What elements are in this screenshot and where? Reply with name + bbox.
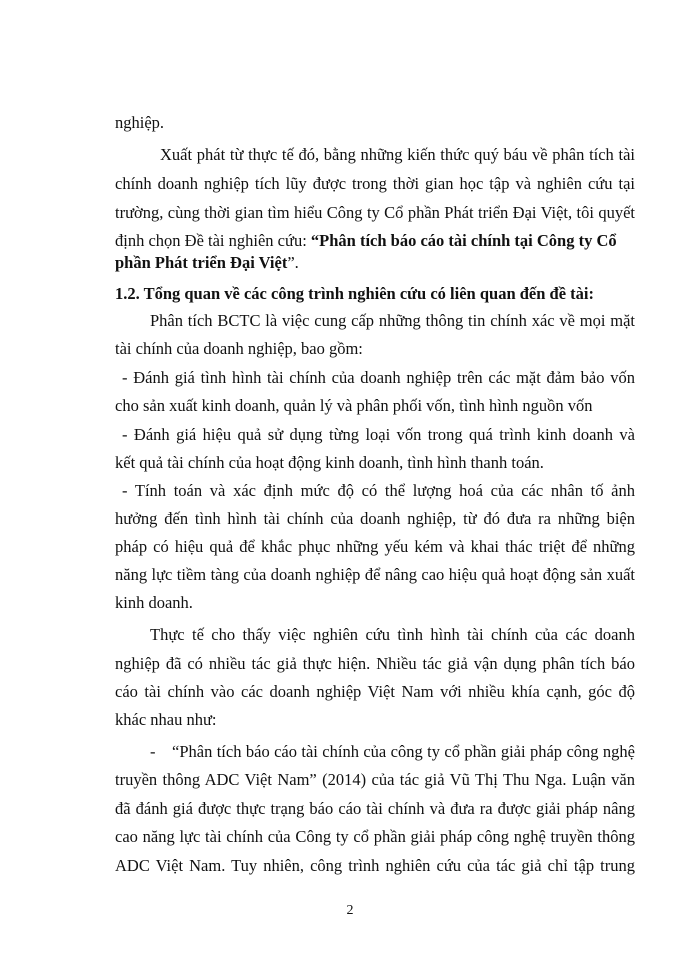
text-line: hưởng đến tình hình tài chính của doanh nghiệp, từ đó đưa ra những biện bbox=[115, 509, 635, 528]
text-line: truyền thông ADC Việt Nam” (2014) của tác giả Vũ Thị Thu Nga. Luận văn bbox=[115, 770, 635, 789]
text-segment: ”. bbox=[287, 253, 299, 272]
text-line: “Phân tích báo cáo tài chính của công ty cổ phần giải pháp công nghệ bbox=[172, 742, 635, 761]
text-line: năng lực tiềm tàng của doanh nghiệp để nâng cao hiệu quả hoạt động sản xuất bbox=[115, 565, 635, 584]
text-line: nghiệp. bbox=[115, 113, 165, 132]
text-line: trường, cùng thời gian tìm hiểu Công ty Cổ phần Phát triển Đại Việt, tôi quyết bbox=[115, 203, 635, 222]
bullet-dash: - bbox=[150, 742, 156, 761]
text-line: khác nhau như: bbox=[115, 710, 217, 729]
text-line bbox=[115, 253, 635, 273]
text-line: kết quả tài chính của hoạt động kinh doanh, tình hình thanh toán. bbox=[115, 453, 544, 472]
text-line: pháp có hiệu quả để khắc phục những yếu kém và khai thác triệt để những bbox=[115, 537, 635, 556]
text-line: nghiệp đã có nhiều tác giả thực hiện. Nhiều tác giả vận dụng phân tích báo bbox=[115, 654, 635, 673]
text-line: tài chính của doanh nghiệp, bao gồm: bbox=[115, 339, 363, 358]
text-line: ADC Việt Nam. Tuy nhiên, công trình nghiên cứu của tác giả chỉ tập trung bbox=[115, 856, 635, 875]
research-title: “Phân tích báo cáo tài chính tại Công ty Cổ bbox=[310, 231, 617, 250]
bullet-item: - Đánh giá hiệu quả sử dụng từng loại vốn trong quá trình kinh doanh và bbox=[122, 425, 635, 444]
text-line: kinh doanh. bbox=[115, 593, 193, 612]
text-line bbox=[115, 231, 635, 251]
text-line: cho sản xuất kinh doanh, quản lý và phân phối vốn, tình hình nguồn vốn bbox=[115, 396, 593, 415]
research-title-cont: phần Phát triển Đại Việt bbox=[115, 253, 288, 272]
text-line: Thực tế cho thấy việc nghiên cứu tình hình tài chính của các doanh bbox=[150, 625, 635, 644]
text-line: Phân tích BCTC là việc cung cấp những thông tin chính xác về mọi mặt bbox=[150, 311, 635, 330]
text-line: Xuất phát từ thực tế đó, bằng những kiến thức quý báu về phân tích tài bbox=[160, 145, 635, 164]
bullet-item: - Tính toán và xác định mức độ có thể lượng hoá của các nhân tố ảnh bbox=[122, 481, 635, 500]
page-number: 2 bbox=[346, 903, 354, 918]
text-line: đã đánh giá được thực trạng báo cáo tài chính và đưa ra được giải pháp nâng bbox=[115, 799, 635, 818]
bullet-item: - Đánh giá tình hình tài chính của doanh nghiệp trên các mặt đảm bảo vốn bbox=[122, 368, 635, 387]
text-line: cao năng lực tài chính của Công ty cổ phần giải pháp công nghệ truyền thông bbox=[115, 827, 635, 846]
text-line: chính doanh nghiệp tích lũy được trong thời gian học tập và nghiên cứu tại bbox=[115, 174, 635, 193]
text-segment: định chọn Đề tài nghiên cứu: bbox=[115, 231, 307, 250]
section-heading: 1.2. Tổng quan về các công trình nghiên cứu có liên quan đến đề tài: bbox=[115, 284, 594, 303]
text-line: cáo tài chính vào các doanh nghiệp Việt Nam với nhiều khía cạnh, góc độ bbox=[115, 682, 635, 701]
